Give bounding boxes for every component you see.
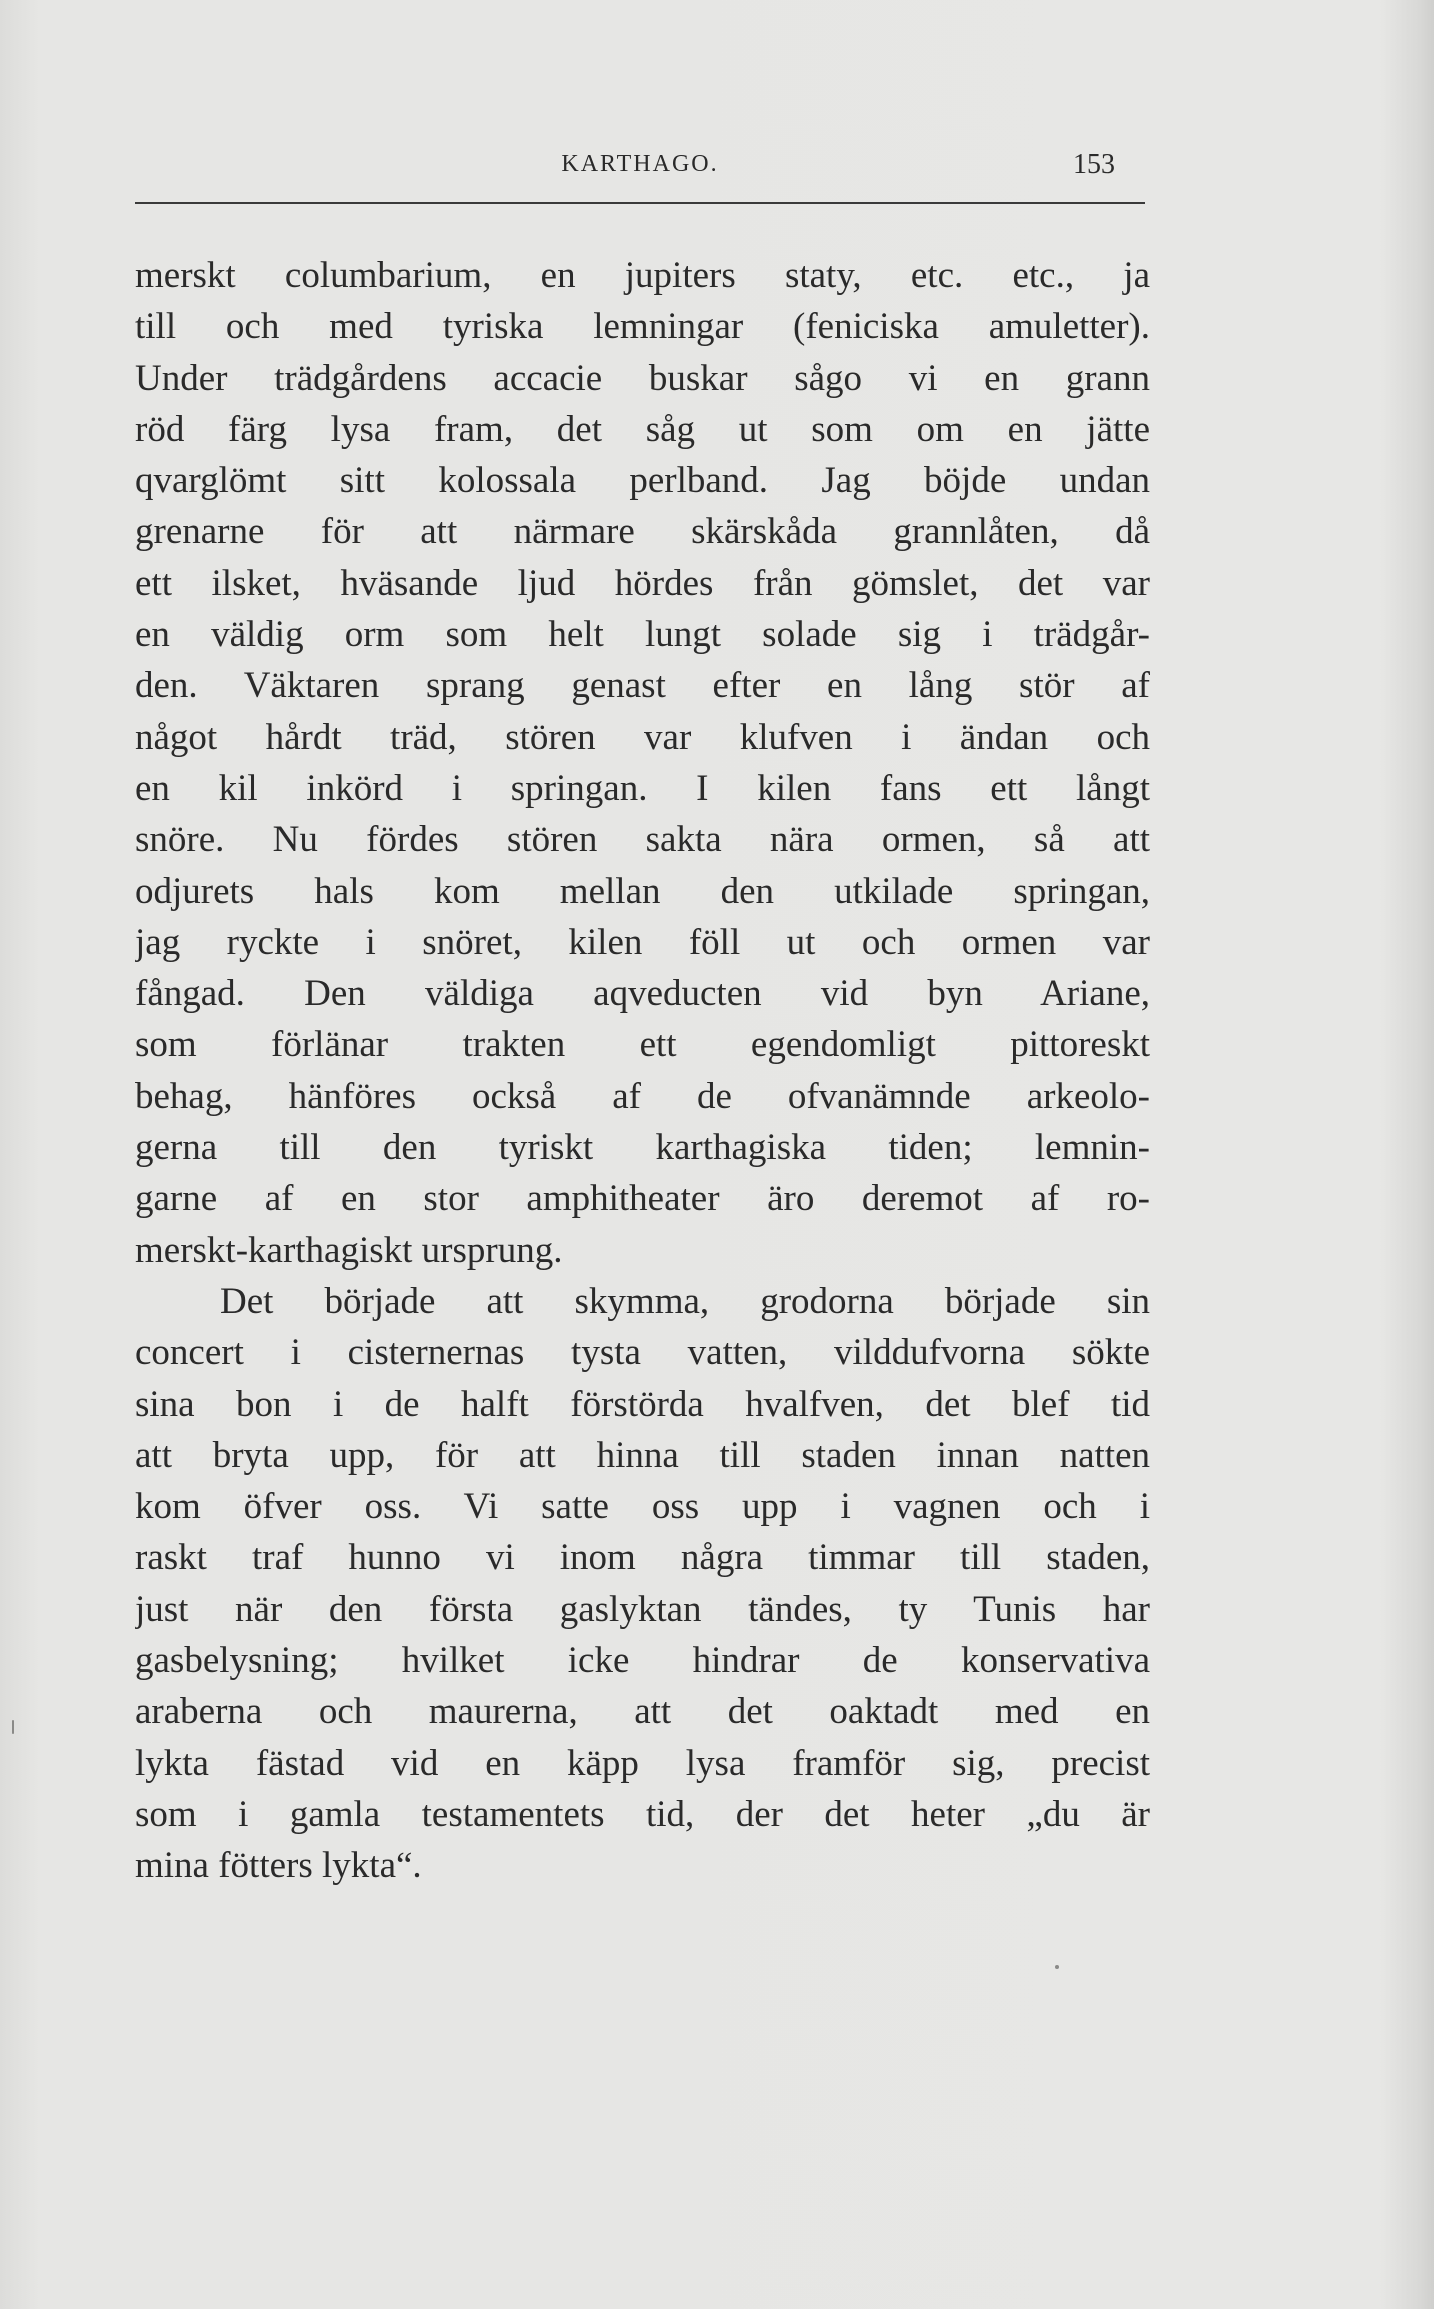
page-header [135, 145, 1145, 195]
text-line: mina fötters lykta“. [135, 1845, 422, 1887]
paragraph-1 [135, 250, 1150, 1276]
text-line: gerna till den tyriskt karthagiska tiden; lemnin- [135, 1127, 1150, 1169]
text-line: concert i cisternernas tysta vatten, vilddufvorna sökte [135, 1332, 1150, 1374]
text-line: qvarglömt sitt kolossala perlband. Jag böjde undan [135, 460, 1150, 502]
running-head: KARTHAGO. [561, 151, 719, 177]
text-line: en väldig orm som helt lungt solade sig i trädgår- [135, 614, 1150, 656]
paragraph-2 [135, 1276, 1150, 1892]
text-line: Det började att skymma, grodorna började sin [220, 1280, 1150, 1322]
text-line: gasbelysning; hvilket icke hindrar de konservativa [135, 1640, 1150, 1682]
text-line: merskt columbarium, en jupiters staty, etc. etc., ja [135, 255, 1150, 296]
text-line: just när den första gaslyktan tändes, ty Tunis har [135, 1588, 1150, 1630]
text-line: grenarne för att närmare skärskåda grannlåten, då [135, 511, 1150, 553]
text-line: raskt traf hunno vi inom några timmar till staden, [135, 1537, 1150, 1579]
text-line: Under trädgårdens accacie buskar sågo vi en grann [135, 357, 1150, 399]
text-line: röd färg lysa fram, det såg ut som om en jätte [135, 408, 1150, 450]
text-line: jag ryckte i snöret, kilen föll ut och ormen var [135, 921, 1150, 963]
text-line: garne af en stor amphitheater äro deremot af ro- [135, 1178, 1150, 1220]
paper-speck [12, 1720, 14, 1734]
text-line: till och med tyriska lemningar (feniciska amuletter). [135, 306, 1150, 348]
text-line: fångad. Den väldiga aqveducten vid byn Ariane, [135, 973, 1150, 1015]
text-line: en kil inkörd i springan. I kilen fans ett långt [135, 767, 1150, 809]
text-line: som i gamla testamentets tid, der det heter „du är [135, 1793, 1150, 1835]
page-number: 153 [1073, 149, 1115, 180]
text-line: odjurets hals kom mellan den utkilade springan, [135, 870, 1150, 912]
text-line: snöre. Nu fördes stören sakta nära ormen, så att [135, 819, 1150, 861]
text-line: kom öfver oss. Vi satte oss upp i vagnen och i [135, 1486, 1150, 1528]
text-line: den. Väktaren sprang genast efter en lång stör af [135, 665, 1150, 707]
header-rule [135, 202, 1145, 204]
text-line: som förlänar trakten ett egendomligt pittoreskt [135, 1024, 1150, 1066]
paper-speck [1055, 1965, 1059, 1969]
text-line: något hårdt träd, stören var klufven i ändan och [135, 716, 1150, 758]
text-line: att bryta upp, för att hinna till staden innan natten [135, 1434, 1150, 1476]
text-line: lykta fästad vid en käpp lysa framför sig, precist [135, 1742, 1150, 1784]
text-line: merskt-karthagiskt ursprung. [135, 1229, 563, 1271]
body-text [135, 250, 1150, 1892]
text-line: sina bon i de halft förstörda hvalfven, det blef tid [135, 1383, 1150, 1425]
text-line: behag, hänföres också af de ofvanämnde arkeolo- [135, 1075, 1150, 1117]
text-line: ett ilsket, hväsande ljud hördes från gömslet, det var [135, 562, 1150, 604]
text-line: araberna och maurerna, att det oaktadt med en [135, 1691, 1150, 1733]
